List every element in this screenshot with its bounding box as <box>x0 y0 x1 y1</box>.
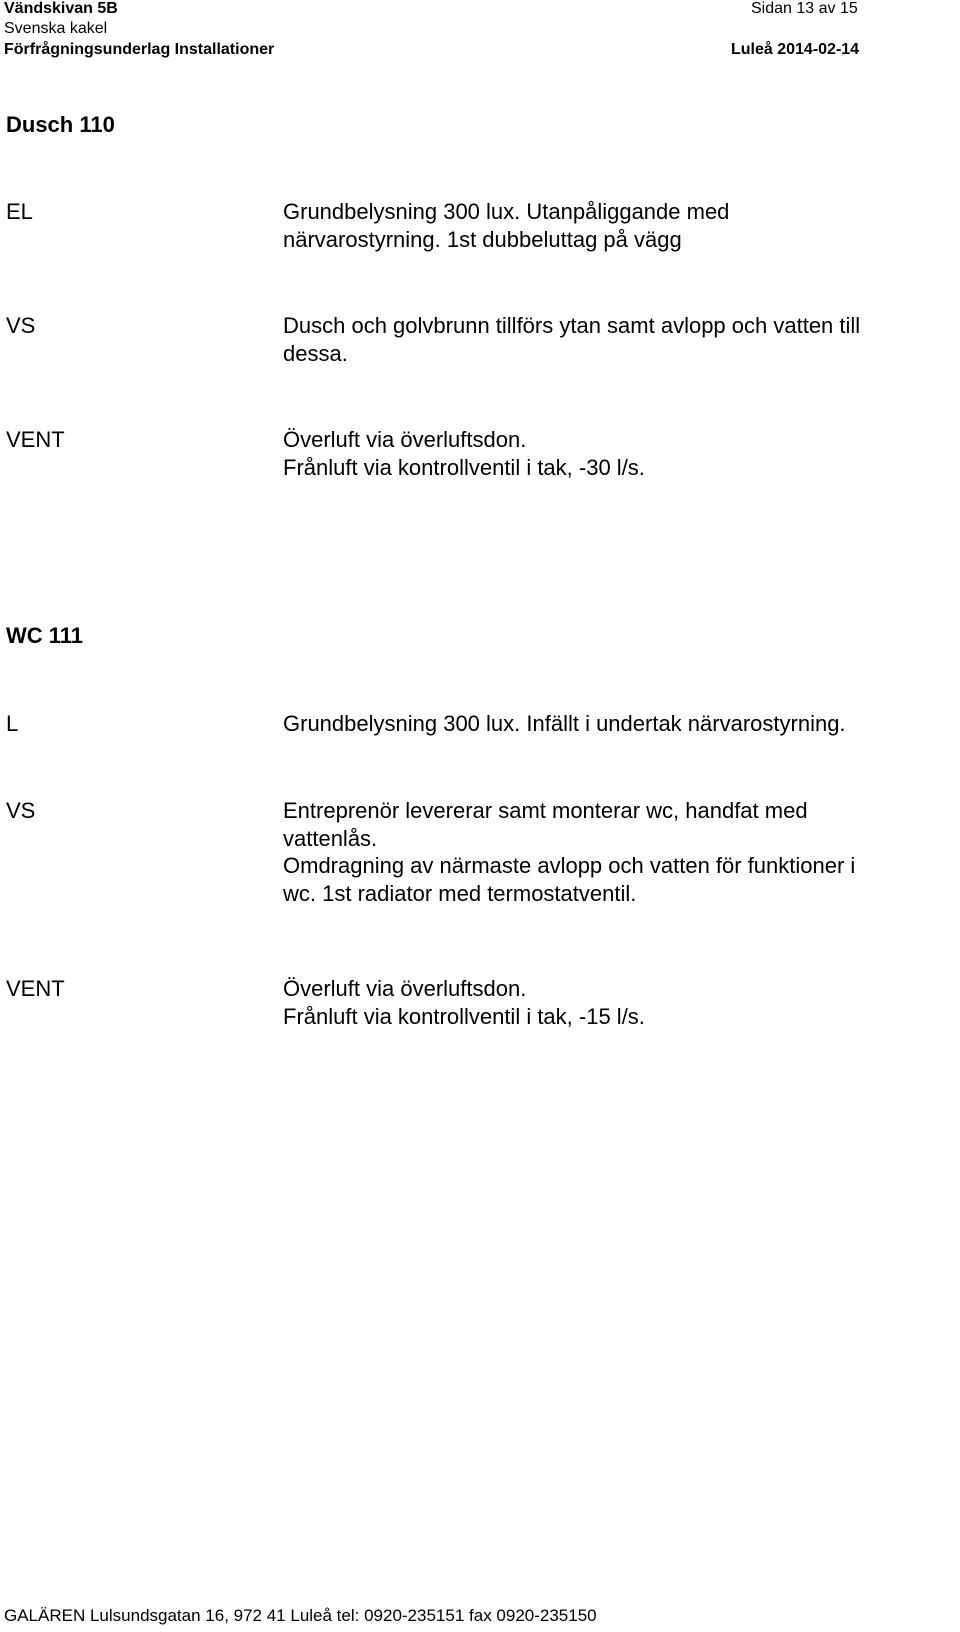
description-line: Överluft via överluftsdon. <box>283 976 527 1001</box>
entry-description-vent <box>283 426 959 481</box>
entry-code-l: L <box>6 711 19 736</box>
entry-description-el <box>283 198 959 253</box>
page-footer: GALÄREN Lulsundsgatan 16, 972 41 Luleå tel: 0920-235151 fax 0920-235150 <box>4 1606 597 1625</box>
entry-code-vs: VS <box>6 313 36 338</box>
description-line: vattenlås. <box>283 825 378 851</box>
entry-description-vent <box>283 975 959 1030</box>
document-type: Förfrågningsunderlag Installationer <box>4 41 275 58</box>
entry-description-vs <box>283 797 959 907</box>
entry-code-vs: VS <box>6 798 36 823</box>
document-subject: Svenska kakel <box>4 20 108 37</box>
description-line: Frånluft via kontrollventil i tak, -30 l/s. <box>283 454 645 480</box>
entry-code-vent: VENT <box>6 427 65 452</box>
description-line: närvarostyrning. 1st dubbeluttag på vägg <box>283 226 682 252</box>
entry-description-l <box>283 710 959 738</box>
section-title-wc: WC 111 <box>6 623 84 648</box>
entry-description-vs <box>283 312 959 367</box>
place-date: Luleå 2014-02-14 <box>731 41 860 58</box>
description-line: Grundbelysning 300 lux. Infällt i undertak närvarostyrning. <box>283 711 846 736</box>
project-name: Vändskivan 5B <box>4 0 118 17</box>
description-line: Dusch och golvbrunn tillförs ytan samt avlopp och vatten till <box>283 313 861 338</box>
description-line: wc. 1st radiator med termostatventil. <box>283 880 637 906</box>
section-title-dusch: Dusch 110 <box>6 112 115 137</box>
description-line: Grundbelysning 300 lux. Utanpåliggande med <box>283 199 730 224</box>
description-line: Frånluft via kontrollventil i tak, -15 l/s. <box>283 1003 645 1029</box>
page-number: Sidan 13 av 15 <box>751 0 858 17</box>
description-line: Överluft via överluftsdon. <box>283 427 527 452</box>
description-line: Entreprenör levererar samt monterar wc, handfat med <box>283 798 808 823</box>
entry-code-vent: VENT <box>6 976 65 1001</box>
description-line: Omdragning av närmaste avlopp och vatten för funktioner i <box>283 853 856 878</box>
entry-code-el: EL <box>6 199 33 224</box>
description-line: dessa. <box>283 340 348 366</box>
